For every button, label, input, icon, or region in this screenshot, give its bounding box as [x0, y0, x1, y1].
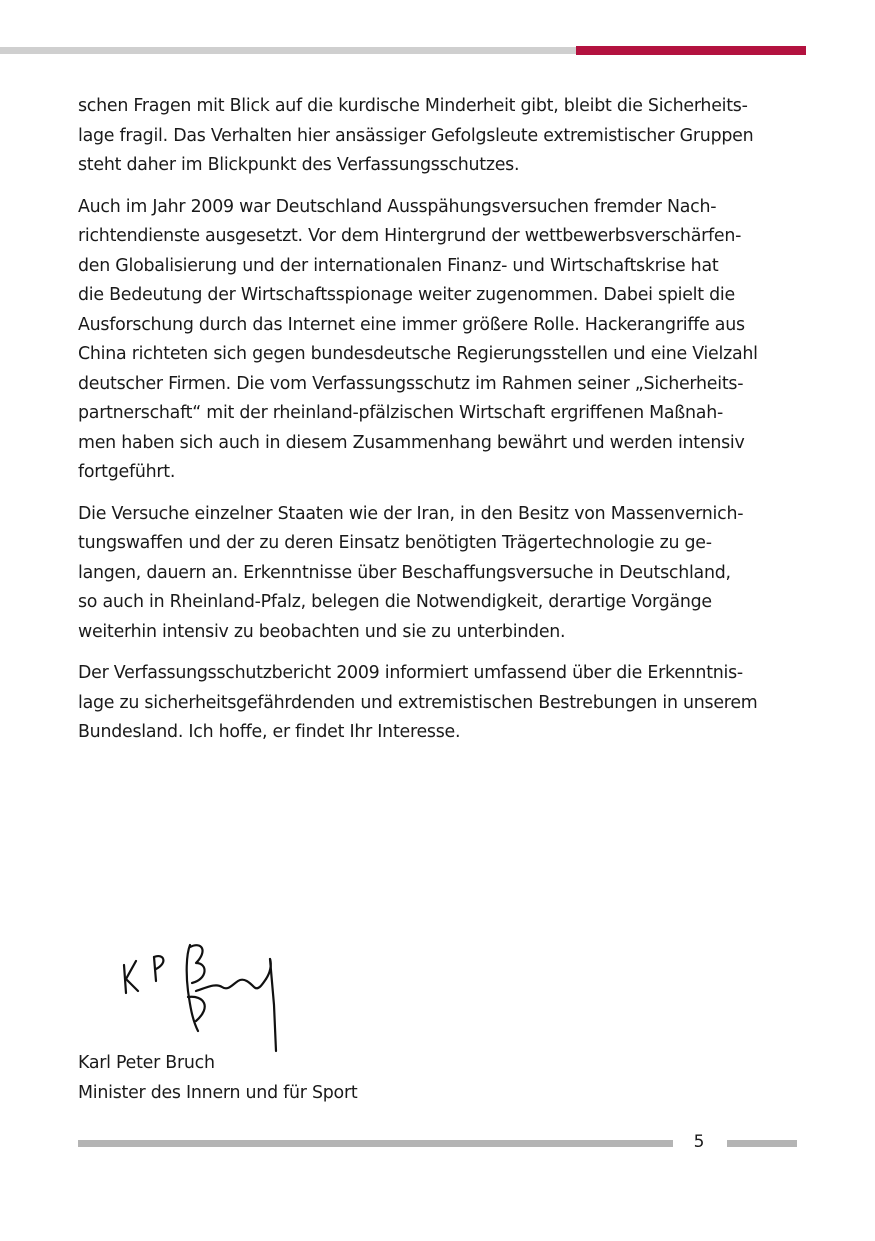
paragraph-3: Die Versuche einzelner Staaten wie der Iran, in den Besitz von Massenvernich- tungswaffen und der zu deren Einsatz benötigten Trägertechnologie zu ge- langen, dauern an. Erkenntnisse über Beschaffungsversuche in Deutschland, so auch in Rheinland-Pfalz, belegen die Notwendigkeit, derartige Vorgänge weiterhin intensiv zu beobachten und sie zu unterbinden.: [78, 503, 744, 642]
signature-icon: [112, 935, 292, 1055]
paragraph-4: Der Verfassungsschutzbericht 2009 informiert umfassend über die Erkenntnis- lage zu sicherheitsgefährdenden und extremistischen Bestrebungen in unserem Bundesland. Ich hoffe, er findet Ihr Interesse.: [78, 663, 758, 742]
header-rule-gray: [0, 47, 576, 54]
signer-name: Karl Peter Bruch: [78, 1053, 215, 1073]
paragraph-2: Auch im Jahr 2009 war Deutschland Ausspähungsversuchen fremder Nach- richtendienste ausgesetzt. Vor dem Hintergrund der wettbewerbsverschärfen- den Globalisierung und der internationalen Finanz- und Wirtschaftskrise hat die Bedeutung der Wirtschaftsspionage weiter zugenommen. Dabei spielt die Ausforschung durch das Internet eine immer größere Rolle. Hackerangriffe aus China richteten sich gegen bundesdeutsche Regierungsstellen und eine Vielzahl deutscher Firmen. Die vom Verfassungsschutz im Rahmen seiner „Sicherheits- partnerschaft“ mit der rheinland-pfälzischen Wirtschaft ergriffenen Maßnah- men haben sich auch in diesem Zusammenhang bewährt und werden intensiv fortgeführt.: [78, 196, 758, 482]
signer-title: Minister des Innern und für Sport: [78, 1082, 358, 1103]
page-number: 5: [693, 1132, 705, 1152]
footer-rule-right: [727, 1140, 797, 1147]
header-rule-red: [576, 46, 806, 55]
footer-rule-left: [78, 1140, 673, 1147]
paragraph-1: schen Fragen mit Blick auf die kurdische Minderheit gibt, bleibt die Sicherheits- lage fragil. Das Verhalten hier ansässiger Gefolgsleute extremistischer Gruppen steht daher im Blickpunkt des Verfassungsschutzes.: [78, 96, 754, 175]
signer-block: [78, 1049, 357, 1108]
body-text: [78, 92, 798, 760]
